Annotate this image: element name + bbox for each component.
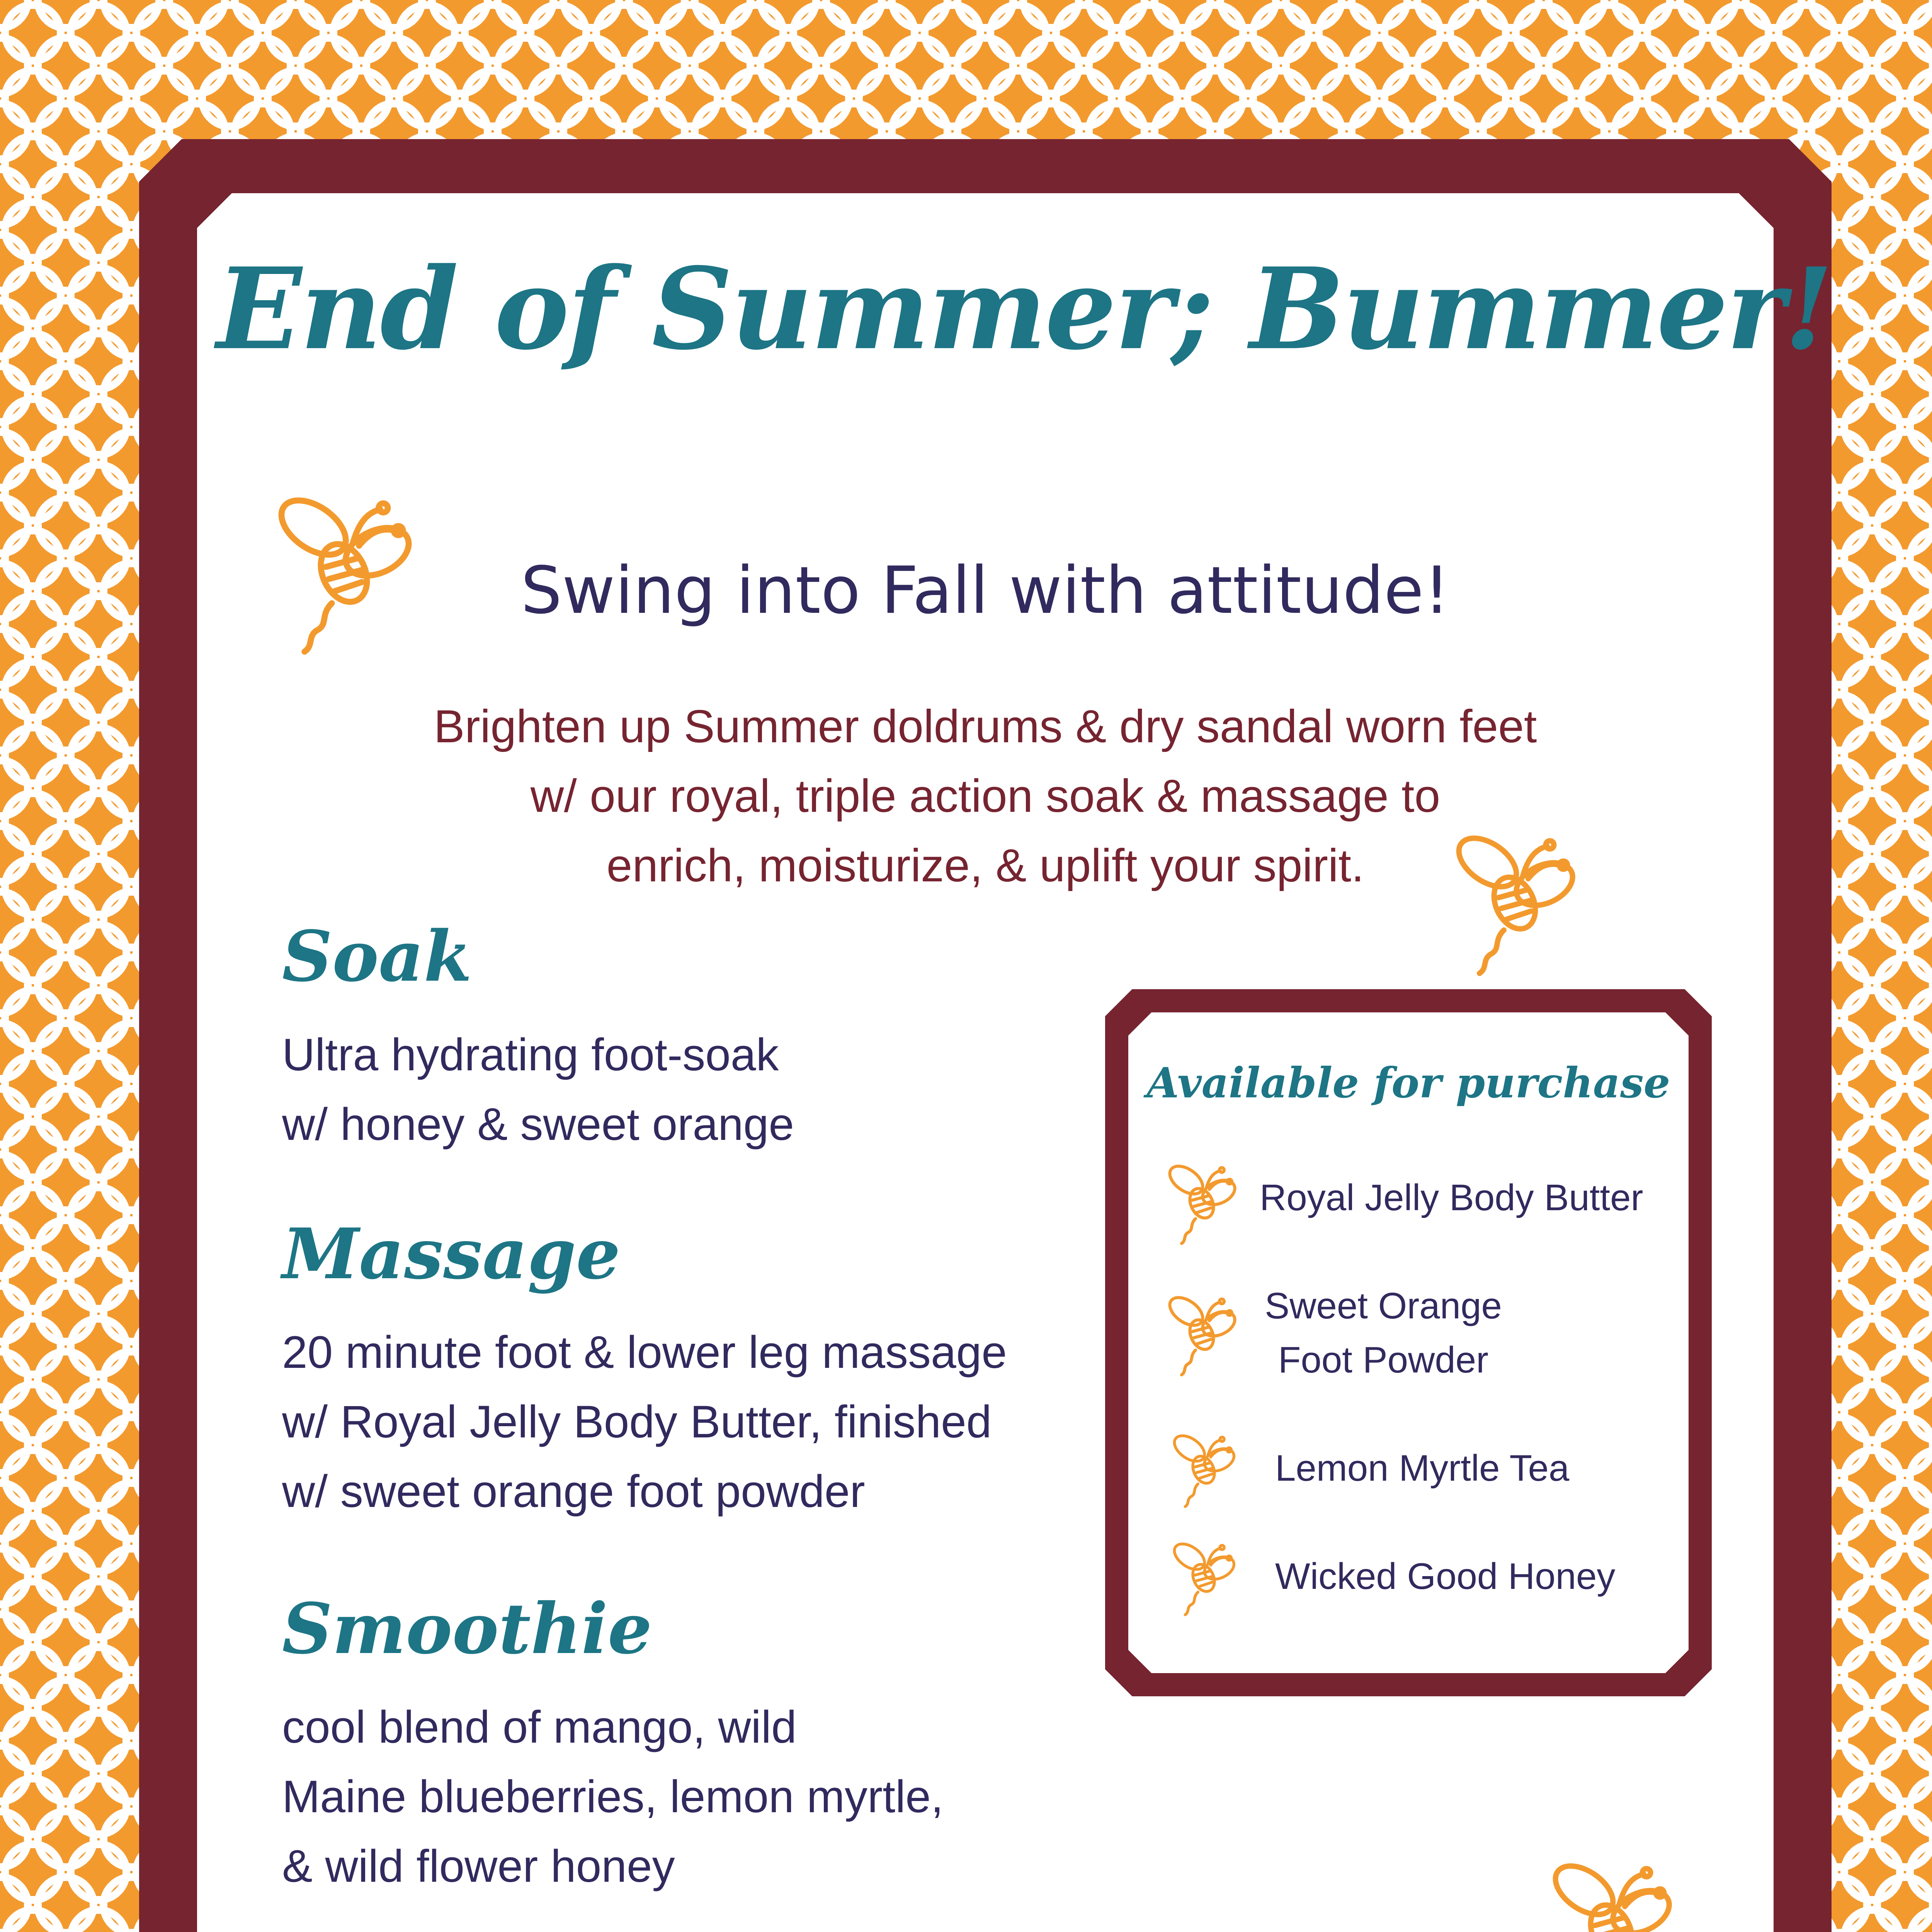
section-line: w/ sweet orange foot powder	[282, 1466, 865, 1517]
purchase-item-label: Sweet Orange	[1265, 1285, 1502, 1327]
section-title-massage: Massage	[282, 1213, 621, 1295]
bee-icon	[1167, 1426, 1240, 1511]
section-body-massage	[282, 1318, 1007, 1526]
section-title-smoothie: Smoothie	[282, 1588, 652, 1670]
section-line: Maine blueberries, lemon myrtle,	[282, 1771, 944, 1822]
section-line: Ultra hydrating foot-soak	[282, 1029, 779, 1080]
intro-line: enrich, moisturize, & uplift your spirit.	[606, 840, 1364, 891]
section-line: 20 minute foot & lower leg massage	[282, 1327, 1007, 1378]
purchase-item-label: Lemon Myrtle Tea	[1275, 1447, 1570, 1489]
bee-icon	[1519, 1847, 1704, 1932]
intro-line: w/ our royal, triple action soak & massage to	[530, 770, 1440, 822]
section-body-smoothie	[282, 1692, 944, 1901]
section-line: w/ Royal Jelly Body Butter, finished	[282, 1396, 992, 1447]
purchase-item	[1260, 1171, 1643, 1225]
bee-icon	[1167, 1534, 1240, 1619]
section-line: w/ honey & sweet orange	[282, 1099, 794, 1150]
purchase-item	[1256, 1279, 1511, 1387]
purchase-item-label: Royal Jelly Body Butter	[1260, 1177, 1643, 1218]
section-line: & wild flower honey	[282, 1841, 675, 1892]
intro-paragraph	[348, 692, 1623, 900]
bee-icon	[1163, 1155, 1240, 1248]
page-title: End of Summer; Bummer!	[216, 243, 1832, 375]
purchase-item-label: Foot Powder	[1278, 1339, 1489, 1381]
purchase-item	[1275, 1549, 1615, 1604]
bee-icon	[1437, 819, 1592, 981]
purchase-item	[1275, 1441, 1569, 1495]
subtitle: Swing into Fall with attitude!	[520, 553, 1450, 628]
section-body-soak	[282, 1020, 794, 1159]
section-line: cool blend of mango, wild	[282, 1702, 797, 1753]
bee-icon	[1163, 1287, 1240, 1379]
purchase-box-title: Available for purchase	[1146, 1059, 1670, 1107]
bee-icon	[263, 479, 425, 661]
section-title-soak: Soak	[282, 916, 472, 997]
purchase-item-label: Wicked Good Honey	[1275, 1556, 1616, 1597]
intro-line: Brighten up Summer doldrums & dry sandal worn feet	[434, 701, 1537, 752]
